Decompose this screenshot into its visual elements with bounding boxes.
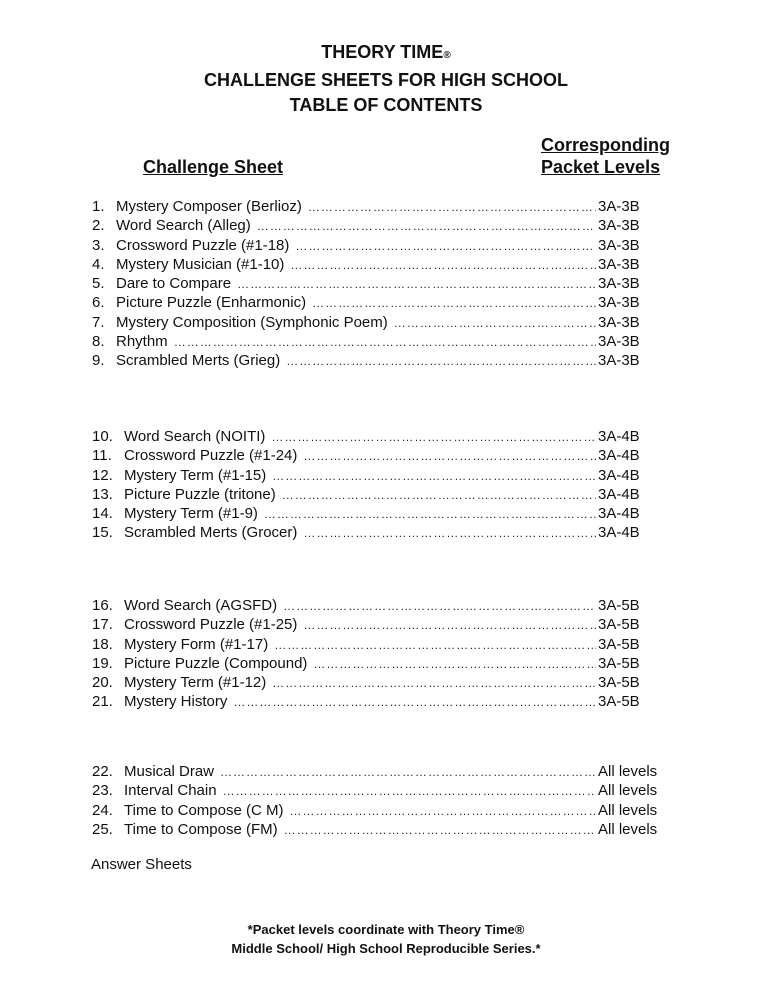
toc-item-level: 3A-5B	[598, 674, 640, 692]
toc-item-number: 4.	[92, 255, 105, 273]
dot-leader	[313, 655, 596, 674]
toc-item-level: 3A-4B	[598, 524, 640, 542]
toc-row	[92, 781, 672, 800]
toc-item-title: Word Search (NOITI)	[124, 428, 266, 445]
toc-item-level: All levels	[598, 801, 658, 819]
toc-item-title: Scrambled Merts (Grieg)	[116, 352, 281, 370]
toc-row	[92, 293, 672, 312]
toc-item-title: Scrambled Merts (Grocer)	[124, 524, 298, 542]
toc-item-title: Mystery Term (#1-15)	[124, 466, 267, 484]
toc-row	[92, 446, 672, 465]
toc-row	[92, 255, 672, 274]
toc-item-title: Crossword Puzzle (#1-24)	[124, 447, 298, 465]
toc-row	[92, 692, 672, 711]
toc-item-level: All levels	[598, 782, 658, 800]
toc-item-number: 12.	[92, 466, 113, 484]
toc-item-number: 15.	[92, 524, 113, 542]
toc-item-level: 3A-4B	[598, 485, 640, 503]
toc-group-4	[92, 762, 672, 839]
toc-item-level: 3A-3B	[598, 236, 640, 254]
dot-leader	[286, 352, 596, 371]
toc-item-title: Mystery Composer (Berlioz)	[116, 198, 302, 215]
toc-row	[92, 504, 672, 523]
toc-item-number: 3.	[92, 236, 105, 254]
toc-group-2	[92, 427, 672, 543]
toc-item-level: All levels	[598, 820, 658, 838]
dot-leader	[283, 597, 596, 616]
toc-item-number: 7.	[92, 313, 105, 331]
dot-leader	[274, 636, 596, 655]
toc-item-title: Picture Puzzle (tritone)	[124, 485, 276, 503]
toc-row	[92, 197, 672, 216]
toc-row	[92, 313, 672, 332]
toc-item-title: Interval Chain	[124, 782, 217, 800]
toc-item-title: Word Search (Alleg)	[116, 217, 251, 235]
toc-row	[92, 332, 672, 351]
toc-item-number: 1.	[92, 198, 105, 215]
title-line-3: TABLE OF CONTENTS	[289, 95, 483, 115]
toc-item-title: Word Search (AGSFD)	[124, 597, 278, 614]
toc-item-number: 11.	[92, 447, 112, 465]
toc-item-number: 9.	[92, 352, 105, 370]
dot-leader	[174, 333, 596, 352]
toc-row	[92, 236, 672, 255]
toc-row	[92, 274, 672, 293]
toc-item-level: 3A-5B	[598, 654, 640, 672]
toc-item-number: 16.	[92, 597, 113, 614]
toc-item-number: 5.	[92, 275, 105, 293]
toc-item-title: Picture Puzzle (Enharmonic)	[116, 294, 307, 312]
dot-leader	[303, 524, 596, 543]
toc-item-level: 3A-5B	[598, 635, 640, 653]
dot-leader	[394, 314, 596, 333]
challenge-sheet-header: Challenge Sheet	[143, 157, 284, 177]
toc-row	[92, 351, 672, 370]
toc-item-number: 20.	[92, 674, 113, 692]
toc-item-title: Rhythm	[116, 333, 168, 351]
toc-item-number: 19.	[92, 654, 113, 672]
toc-row	[92, 635, 672, 654]
toc-item-number: 6.	[92, 294, 105, 312]
toc-row	[92, 596, 672, 615]
dot-leader	[271, 428, 596, 447]
toc-item-level: 3A-4B	[598, 447, 640, 465]
toc-item-number: 22.	[92, 763, 113, 780]
document-title	[0, 40, 772, 118]
toc-item-number: 14.	[92, 505, 113, 523]
toc-group-1	[92, 197, 672, 371]
toc-item-number: 21.	[92, 693, 113, 711]
toc-item-title: Musical Draw	[124, 763, 215, 780]
toc-item-level: 3A-4B	[598, 428, 640, 445]
toc-item-level: 3A-3B	[598, 333, 640, 351]
toc-item-level: All levels	[598, 763, 658, 780]
toc-row	[92, 801, 672, 820]
toc-item-number: 25.	[92, 820, 113, 838]
toc-item-level: 3A-5B	[598, 597, 640, 614]
title-line-2: CHALLENGE SHEETS FOR HIGH SCHOOL	[203, 70, 569, 90]
toc-item-title: Mystery Musician (#1-10)	[116, 255, 285, 273]
toc-item-number: 8.	[92, 333, 105, 351]
dot-leader	[272, 467, 596, 486]
toc-item-title: Time to Compose (FM)	[124, 820, 278, 838]
toc-item-title: Mystery Term (#1-12)	[124, 674, 267, 692]
toc-row	[92, 673, 672, 692]
dot-leader	[284, 821, 596, 840]
toc-item-level: 3A-3B	[598, 313, 640, 331]
dot-leader	[303, 447, 596, 466]
dot-leader	[264, 505, 596, 524]
toc-item-number: 10.	[92, 428, 113, 445]
toc-row	[92, 615, 672, 634]
toc-item-number: 18.	[92, 635, 113, 653]
dot-leader	[220, 763, 596, 782]
dot-leader	[233, 693, 596, 712]
dot-leader	[272, 674, 596, 693]
dot-leader	[289, 802, 596, 821]
toc-item-title: Mystery Term (#1-9)	[124, 505, 258, 523]
toc-item-title: Dare to Compare	[116, 275, 232, 293]
dot-leader	[223, 782, 596, 801]
toc-item-level: 3A-5B	[598, 616, 640, 634]
dot-leader	[312, 294, 596, 313]
toc-item-title: Crossword Puzzle (#1-18)	[116, 236, 290, 254]
toc-item-title: Mystery Composition (Symphonic Poem)	[116, 313, 388, 331]
title-line-1: THEORY TIME®	[321, 42, 451, 62]
dot-leader	[308, 198, 596, 217]
toc-row	[92, 654, 672, 673]
toc-group-3	[92, 596, 672, 712]
packet-levels-header: Corresponding Packet Levels	[541, 135, 670, 177]
toc-item-title: Mystery Form (#1-17)	[124, 635, 269, 653]
dot-leader	[303, 616, 596, 635]
toc-row	[92, 216, 672, 235]
dot-leader	[282, 486, 596, 505]
toc-item-level: 3A-3B	[598, 352, 640, 370]
toc-item-level: 3A-3B	[598, 275, 640, 293]
toc-item-number: 17.	[92, 616, 113, 634]
answer-sheets-label: Answer Sheets	[91, 856, 192, 873]
toc-item-number: 13.	[92, 485, 113, 503]
toc-item-level: 3A-5B	[598, 693, 640, 711]
toc-row	[92, 762, 672, 781]
dot-leader	[257, 217, 596, 236]
dot-leader	[295, 237, 596, 256]
toc-item-level: 3A-3B	[598, 217, 640, 235]
toc-item-number: 23.	[92, 782, 113, 800]
toc-item-title: Picture Puzzle (Compound)	[124, 654, 308, 672]
toc-row	[92, 820, 672, 839]
toc-row	[92, 485, 672, 504]
toc-item-title: Time to Compose (C M)	[124, 801, 284, 819]
toc-item-level: 3A-3B	[598, 294, 640, 312]
dot-leader	[290, 256, 596, 275]
toc-item-number: 24.	[92, 801, 113, 819]
footnote: *Packet levels coordinate with Theory Time® Middle School/ High School Reproducible Series.*	[231, 922, 541, 956]
toc-item-number: 2.	[92, 217, 105, 235]
toc-item-level: 3A-4B	[598, 466, 640, 484]
toc-item-title: Mystery History	[124, 693, 228, 711]
dot-leader	[237, 275, 596, 294]
toc-row	[92, 427, 672, 446]
toc-item-title: Crossword Puzzle (#1-25)	[124, 616, 298, 634]
toc-item-level: 3A-3B	[598, 255, 640, 273]
toc-item-level: 3A-3B	[598, 198, 640, 215]
toc-row	[92, 466, 672, 485]
toc-row	[92, 523, 672, 542]
toc-item-level: 3A-4B	[598, 505, 640, 523]
